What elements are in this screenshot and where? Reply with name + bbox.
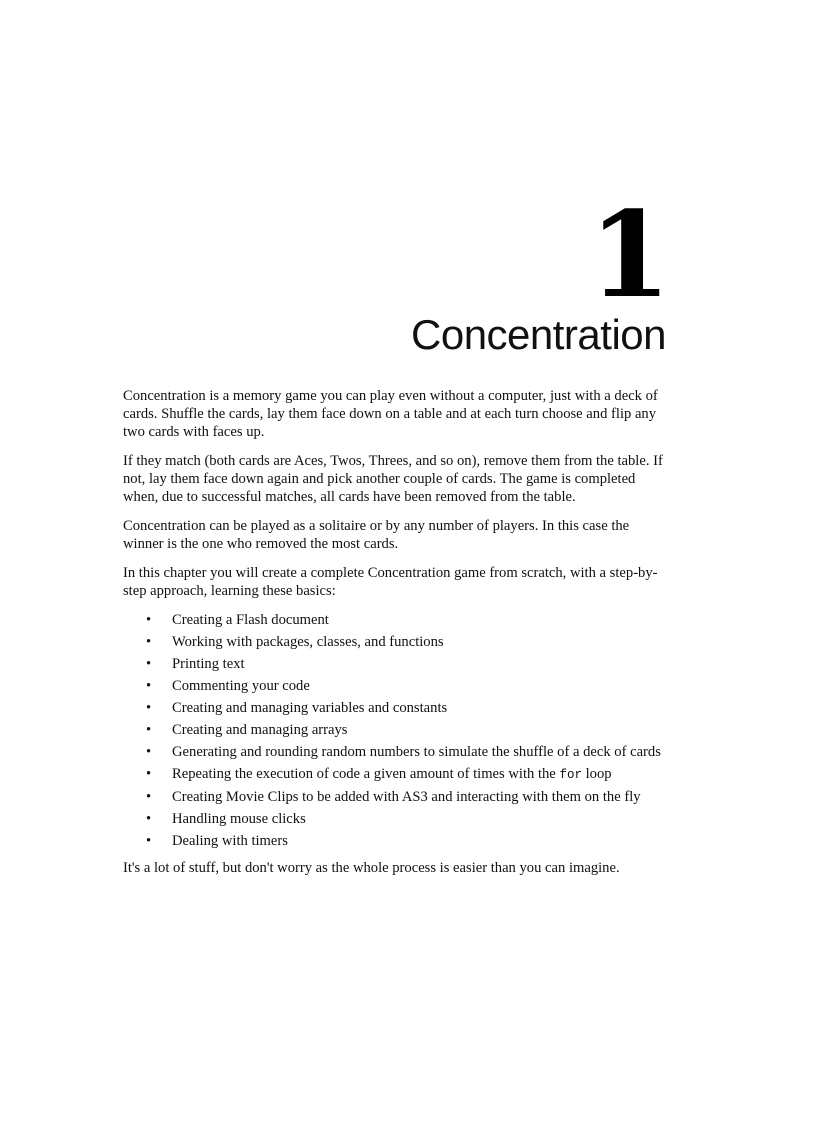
bullet-icon: • xyxy=(146,789,152,805)
list-item-text: Printing text xyxy=(172,656,245,672)
bullet-icon: • xyxy=(146,634,152,650)
bullet-icon: • xyxy=(146,833,152,849)
list-item-text: Creating and managing arrays xyxy=(172,722,348,738)
list-item-text: Creating Movie Clips to be added with AS3 and interacting with them on the fly xyxy=(172,789,641,805)
list-item-text-before: Repeating the execution of code a given amount of times with the xyxy=(172,766,560,782)
bullet-icon: • xyxy=(146,766,152,782)
list-item xyxy=(123,611,668,629)
list-item xyxy=(123,721,668,739)
chapter-title: Concentration xyxy=(411,311,666,358)
inline-code: for xyxy=(559,768,582,782)
list-item xyxy=(123,743,668,761)
list-item xyxy=(123,655,668,673)
chapter-body xyxy=(123,387,668,888)
list-item-text: Working with packages, classes, and functions xyxy=(172,634,444,650)
bullet-icon: • xyxy=(146,722,152,738)
list-item xyxy=(123,832,668,850)
list-item xyxy=(123,633,668,651)
list-item-text: Creating and managing variables and constants xyxy=(172,700,448,716)
bullet-icon: • xyxy=(146,612,152,628)
list-item xyxy=(123,810,668,828)
list-item xyxy=(123,765,668,784)
list-item xyxy=(123,788,668,806)
chapter-number: 1 xyxy=(588,185,667,324)
intro-paragraph-3: Concentration can be played as a solitaire or by any number of players. In this case the winner is the one who removed the most cards. xyxy=(123,518,630,552)
list-item-text: Commenting your code xyxy=(172,678,310,694)
list-item-text: Creating a Flash document xyxy=(172,612,329,628)
list-item-text: Handling mouse clicks xyxy=(172,811,306,827)
list-item-text xyxy=(172,766,612,782)
bullet-icon: • xyxy=(146,656,152,672)
bullet-icon: • xyxy=(146,744,152,760)
intro-paragraph-1: Concentration is a memory game you can play even without a computer, just with a deck of cards. Shuffle the cards, lay them face down on a table and at each turn choose and flip any two cards with faces up. xyxy=(123,388,658,440)
bullet-icon: • xyxy=(146,678,152,694)
intro-paragraph-2: If they match (both cards are Aces, Twos, Threes, and so on), remove them from the table. If not, lay them face down again and pick another couple of cards. The game is completed when, due to successful matches, all cards have been removed from the table. xyxy=(123,453,663,505)
list-item xyxy=(123,699,668,717)
basics-list xyxy=(123,611,668,850)
list-item-text: Generating and rounding random numbers to simulate the shuffle of a deck of cards xyxy=(172,744,661,760)
bullet-icon: • xyxy=(146,700,152,716)
intro-paragraph-4: In this chapter you will create a complete Concentration game from scratch, with a step-by-step approach, learning these basics: xyxy=(123,565,658,599)
list-item-text-after: loop xyxy=(581,766,612,782)
bullet-icon: • xyxy=(146,811,152,827)
closing-paragraph: It's a lot of stuff, but don't worry as the whole process is easier than you can imagine. xyxy=(123,860,620,876)
list-item xyxy=(123,677,668,695)
list-item-text: Dealing with timers xyxy=(172,833,288,849)
